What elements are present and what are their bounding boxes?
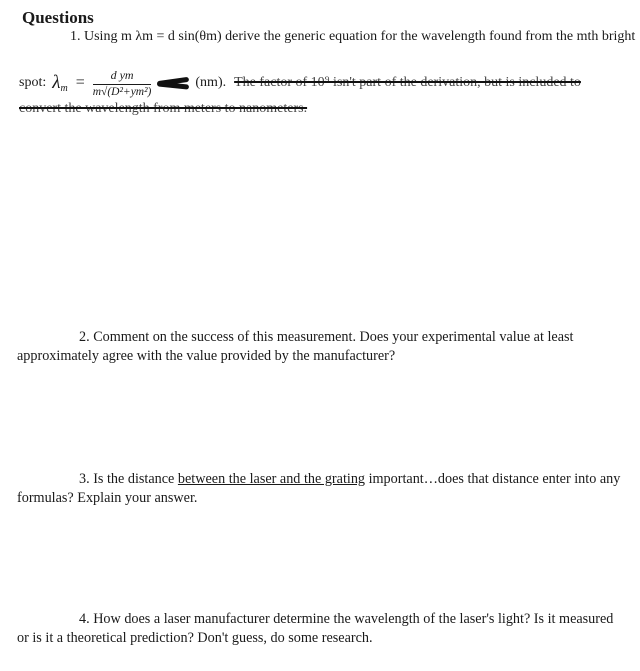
scribble-redaction-mark (157, 76, 189, 90)
struck-note-line-2: convert the wavelength from meters to nanometers. (19, 101, 308, 116)
question-2-text: Comment on the success of this measurement. Does your experimental value at least approximately agree with the value provided by the manufacturer? (17, 329, 574, 364)
question-4 (17, 610, 627, 648)
question-1-prompt: Using m λm = d sin(θm) derive the generic equation for the wavelength found from the mth bright (84, 29, 636, 44)
spot-label: spot: (19, 75, 47, 90)
question-4-text: How does a laser manufacturer determine the wavelength of the laser's light? Is it measured or is it a theoretical prediction? Don't guess, do some research. (17, 611, 614, 646)
question-3-text-before: Is the distance (93, 471, 175, 487)
lambda-symbol: $\lambda_m$ (52, 72, 68, 94)
question-3-text-after: important…does that distance enter into any formulas? Explain your answer. (17, 471, 621, 506)
fraction-denominator: m√(D²+ym²) (92, 86, 152, 98)
struck-note-line-1: The factor of 10⁹ isn't part of the derivation, but is included to (234, 75, 581, 90)
lambda-subscript: m (60, 83, 68, 94)
question-2 (17, 328, 627, 366)
wavelength-fraction (93, 68, 152, 98)
question-3-number: 3. (79, 471, 90, 487)
question-1-number: 1. (70, 29, 81, 44)
fraction-numerator: d ym (110, 68, 134, 82)
question-2-number: 2. (79, 329, 90, 345)
questions-heading: Questions (22, 8, 94, 27)
question-3-underlined-phrase: between the laser and the grating (177, 471, 366, 487)
question-1-line-1 (70, 29, 635, 45)
equals-sign: = (75, 74, 85, 91)
question-1-equation-line (19, 68, 581, 98)
unit-label: (nm). (195, 75, 227, 90)
question-4-number: 4. (79, 611, 90, 627)
question-3 (17, 470, 627, 508)
